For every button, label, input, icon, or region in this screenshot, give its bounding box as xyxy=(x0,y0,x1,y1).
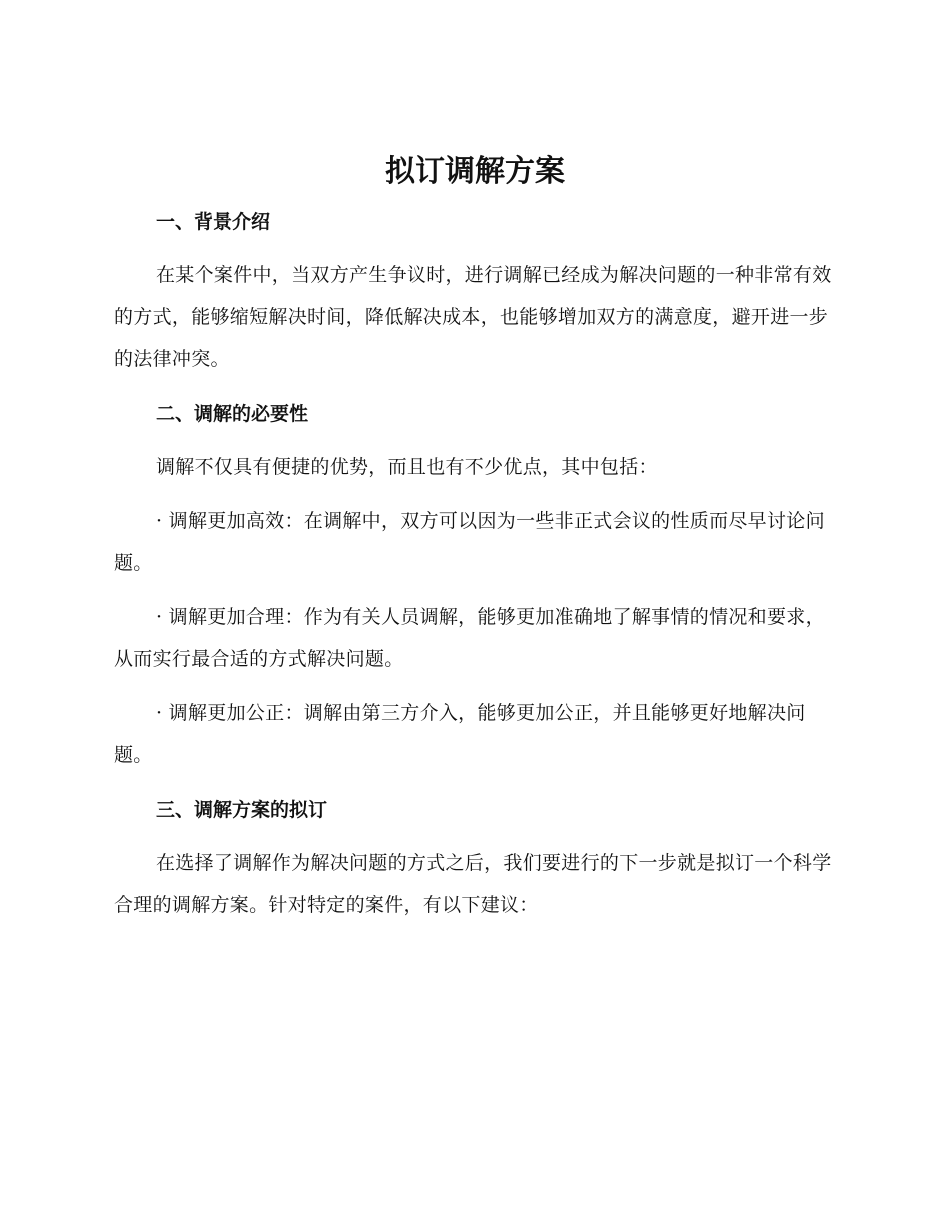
section-heading: 二、调解的必要性 xyxy=(156,403,309,425)
paragraph: 在某个案件中，当双方产生争议时，进行调解已经成为解决问题的一种非常有效的方式，能够缩短解决时间，降低解决成本，也能够增加双方的满意度，避开进一步的法律冲突。 xyxy=(114,264,832,370)
bullet-paragraph: · 调解更加合理：作为有关人员调解，能够更加准确地了解事情的情况和要求，从而实行最合适的方式解决问题。 xyxy=(114,606,825,670)
section-background xyxy=(114,202,832,380)
bullet-paragraph: · 调解更加公正：调解由第三方介入，能够更加公正，并且能够更好地解决问题。 xyxy=(114,702,806,766)
paragraph: 调解不仅具有便捷的优势，而且也有不少优点，其中包括： xyxy=(156,456,658,478)
section-heading: 一、背景介绍 xyxy=(156,211,271,233)
document-body xyxy=(114,202,832,926)
section-heading: 三、调解方案的拟订 xyxy=(156,799,328,821)
paragraph: 在选择了调解作为解决问题的方式之后，我们要进行的下一步就是拟订一个科学合理的调解方案。针对特定的案件，有以下建议： xyxy=(114,852,832,916)
document-title: 拟订调解方案 xyxy=(385,154,565,189)
section-drafting xyxy=(114,790,832,926)
section-necessity xyxy=(114,394,832,776)
bullet-paragraph: · 调解更加高效：在调解中，双方可以因为一些非正式会议的性质而尽早讨论问题。 xyxy=(114,510,825,574)
